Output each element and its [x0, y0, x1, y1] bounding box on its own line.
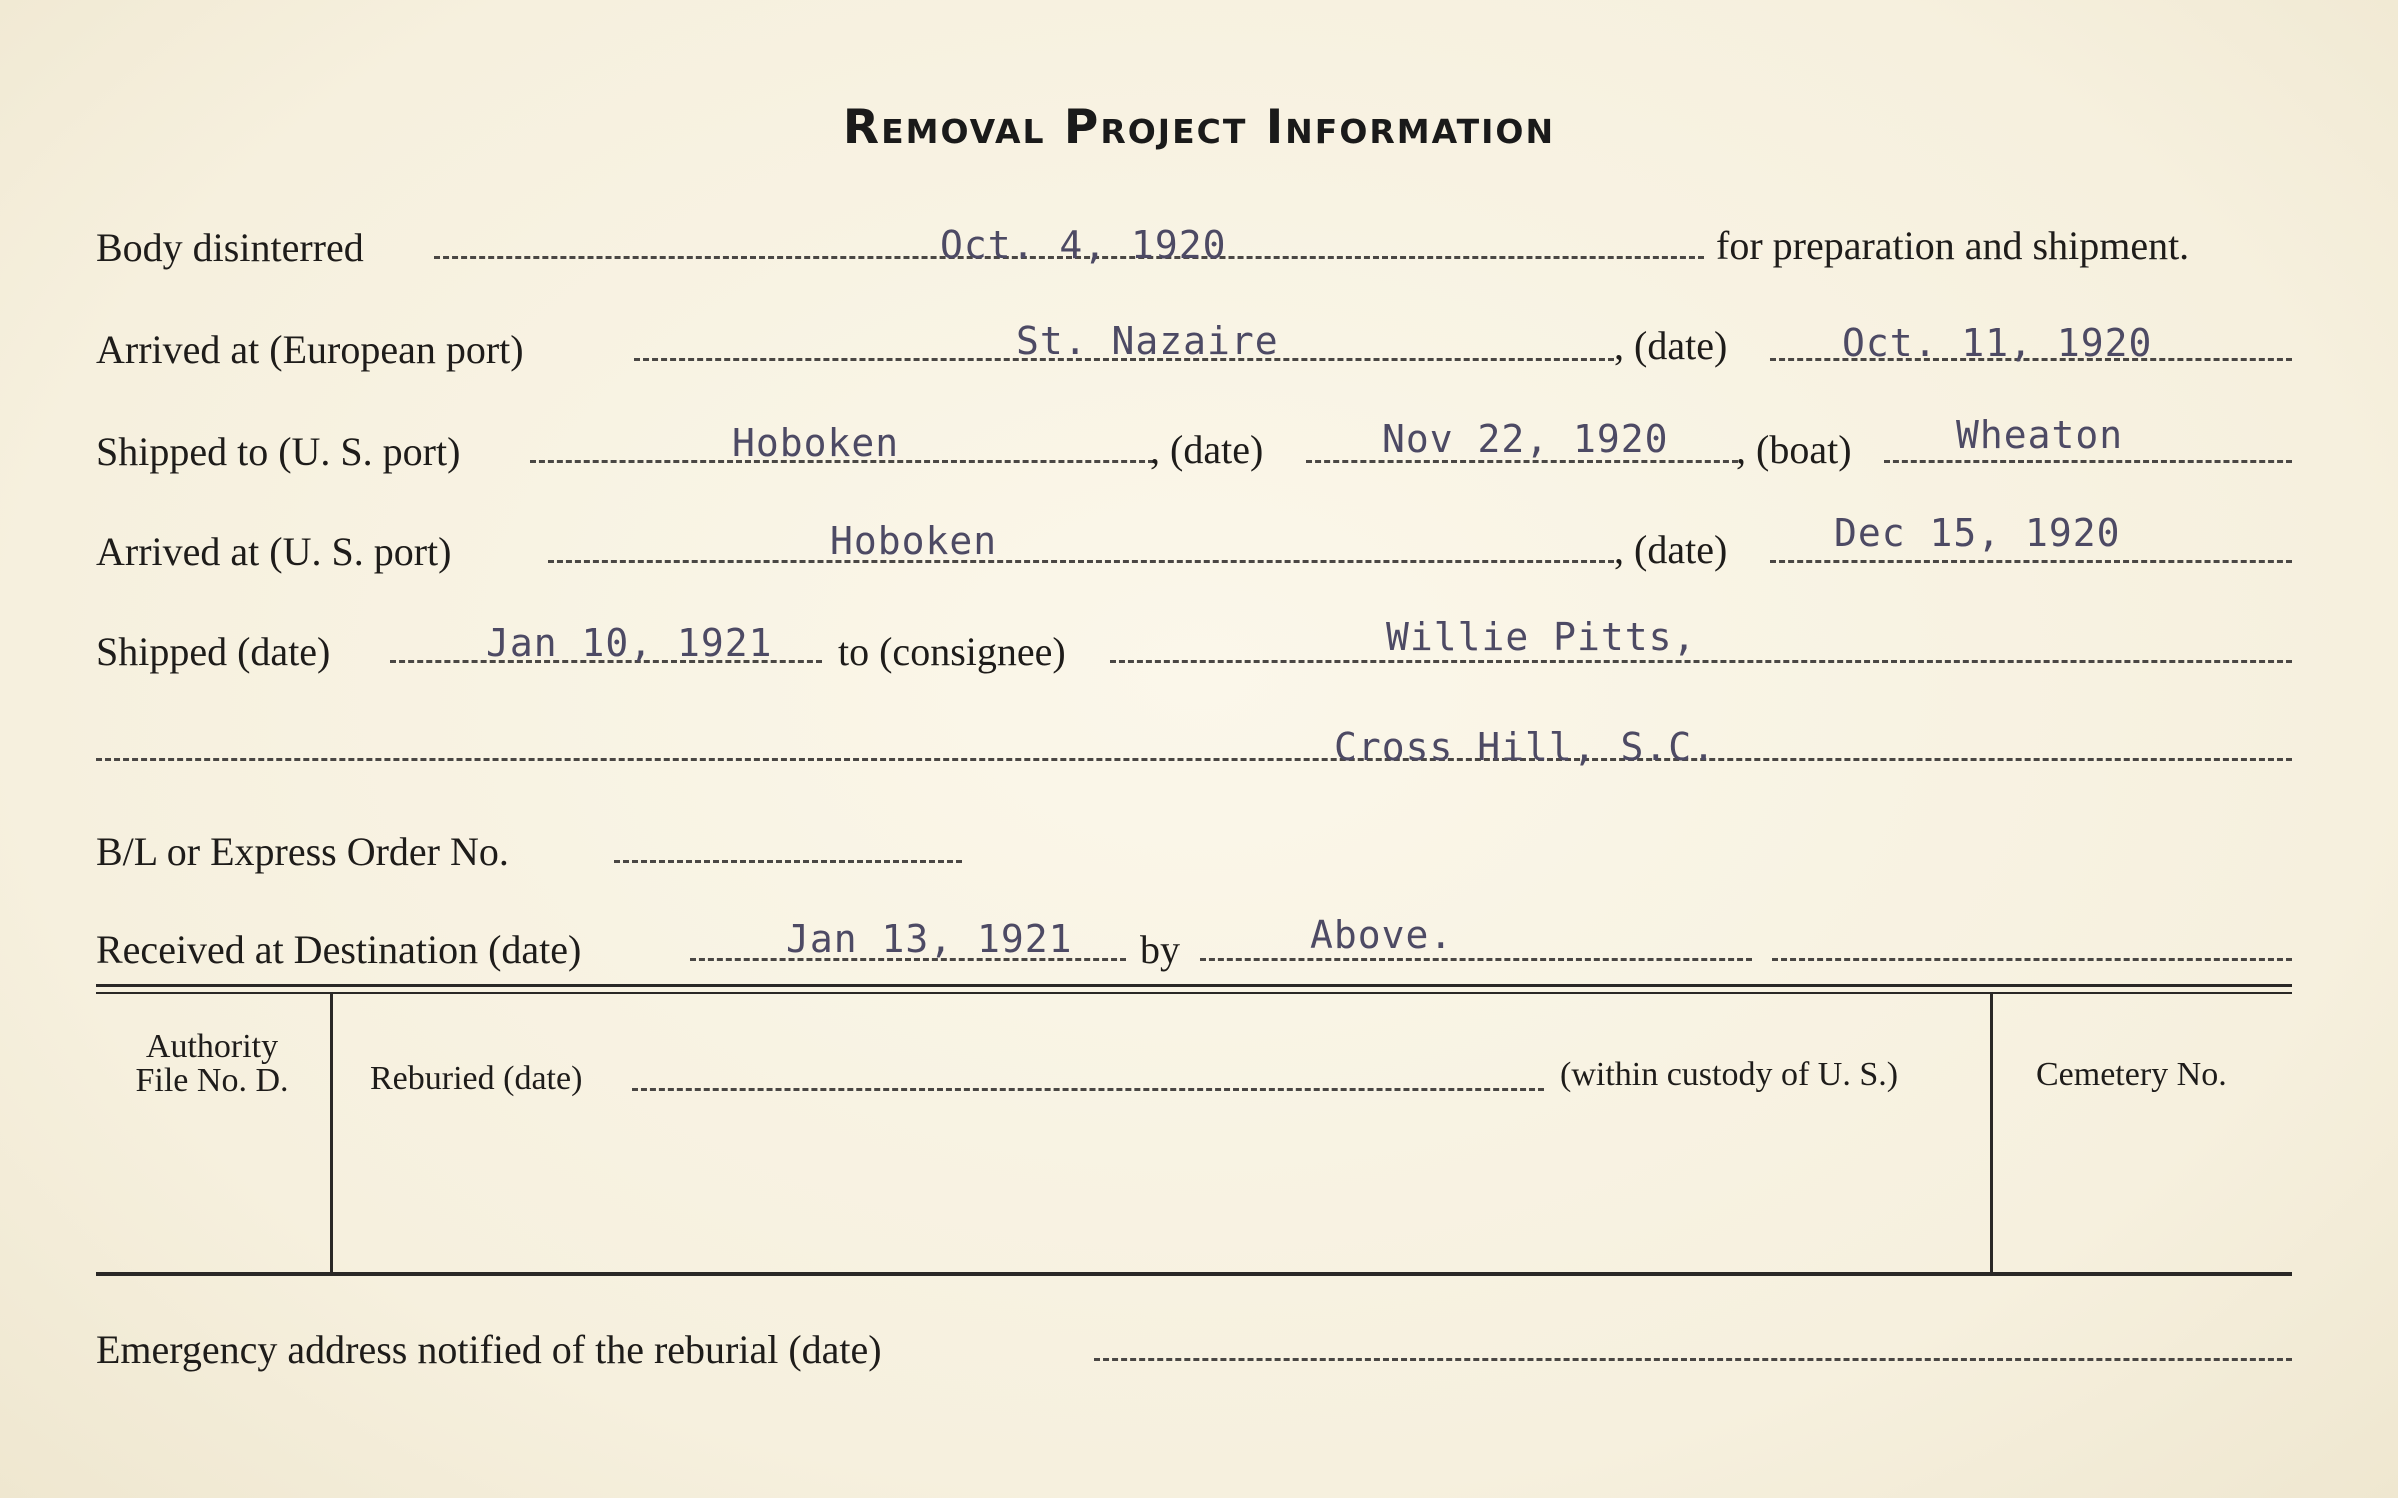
custody-label: (within custody of U. S.): [1560, 1056, 1899, 1093]
arrived-european-label: Arrived at (European port): [96, 327, 524, 372]
preparation-suffix: for preparation and shipment.: [1716, 223, 2190, 268]
emergency-line: [1094, 1358, 2292, 1361]
shipped-us-boat-label: , (boat): [1736, 427, 1852, 472]
shipped-us-boat-value: Wheaton: [1956, 413, 2124, 457]
shipped-us-boat-line: [1884, 460, 2292, 463]
arrived-us-line: [548, 560, 1614, 563]
page-title: Removal Project Information: [842, 100, 1556, 155]
arrived-european-value: St. Nazaire: [1016, 319, 1279, 363]
received-value: Jan 13, 1921: [786, 917, 1073, 961]
body-disinterred-value: Oct. 4, 1920: [940, 223, 1227, 267]
reburied-line: [632, 1088, 1544, 1091]
reburied-label: Reburied (date): [370, 1060, 583, 1097]
shipped-us-value: Hoboken: [732, 421, 900, 465]
authority-label-1: Authority: [145, 1028, 279, 1065]
consignee-line: [1110, 660, 2292, 663]
address-line: [96, 758, 2292, 761]
shipped-date-value: Jan 10, 1921: [486, 621, 773, 665]
shipped-us-date-value: Nov 22, 1920: [1382, 417, 1669, 461]
received-by-value: Above.: [1310, 913, 1454, 957]
received-by-line: [1200, 958, 1752, 961]
arrived-us-value: Hoboken: [830, 519, 998, 563]
arrived-european-date-value: Oct. 11, 1920: [1842, 321, 2153, 365]
shipped-us-date-label: , (date): [1150, 427, 1264, 472]
authority-label-2: File No. D.: [135, 1062, 289, 1099]
address-value: Cross Hill, S.C.: [1334, 725, 1717, 769]
table-bottom-rule: [96, 1272, 2292, 1276]
cemetery-label: Cemetery No.: [2036, 1056, 2227, 1093]
bl-order-label: B/L or Express Order No.: [96, 829, 509, 874]
table-divider-right: [1990, 994, 1993, 1272]
arrived-us-label: Arrived at (U. S. port): [96, 529, 452, 574]
arrived-us-date-label: , (date): [1614, 527, 1728, 572]
shipped-date-label: Shipped (date): [96, 629, 331, 674]
emergency-label: Emergency address notified of the reburial (date): [96, 1327, 882, 1372]
body-disinterred-label: Body disinterred: [96, 225, 364, 270]
arrived-european-date-label: , (date): [1614, 323, 1728, 368]
table-top-rule-2: [96, 992, 2292, 994]
consignee-label: to (consignee): [838, 629, 1066, 674]
received-label: Received at Destination (date): [96, 927, 582, 972]
arrived-us-date-value: Dec 15, 1920: [1834, 511, 2121, 555]
bl-order-line: [614, 860, 962, 863]
table-divider-left: [330, 994, 333, 1272]
consignee-value: Willie Pitts,: [1386, 615, 1697, 659]
received-by-label: by: [1140, 927, 1180, 972]
shipped-us-label: Shipped to (U. S. port): [96, 429, 461, 474]
received-extra-line: [1772, 958, 2292, 961]
table-top-rule: [96, 984, 2292, 987]
arrived-us-date-line: [1770, 560, 2292, 563]
